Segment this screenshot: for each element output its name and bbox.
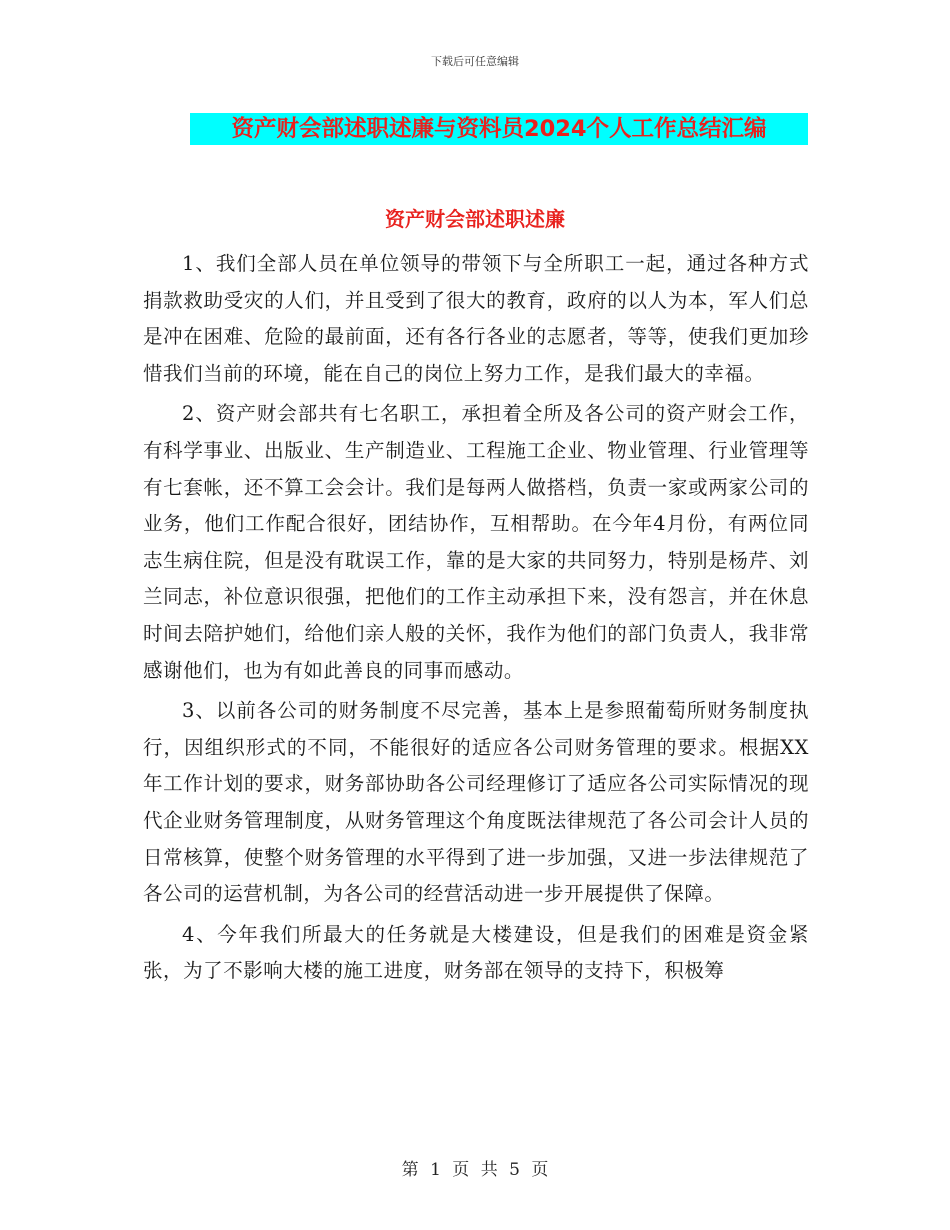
paragraph-4: 4、今年我们所最大的任务就是大楼建设，但是我们的困难是资金紧张，为了不影响大楼的施工进度，财务部在领导的支持下，积极筹	[143, 922, 809, 983]
paragraph-3: 3、以前各公司的财务制度不尽完善，基本上是参照葡萄所财务制度执行，因组织形式的不同，不能很好的适应各公司财务管理的要求。根据XX年工作计划的要求，财务部协助各公司经理修订了适应各公司实际情况的现代企业财务管理制度，从财务管理这个角度既法律规范了各公司会计人员的日常核算，使整个财务管理的水平得到了进一步加强，又进一步法律规范了各公司的运营机制，为各公司的经营活动进一步开展提供了保障。	[143, 699, 809, 906]
document-body	[143, 222, 809, 990]
section-title: 资产财会部述职述廉	[385, 207, 565, 231]
page-number: 第 1 页 共 5 页	[401, 1160, 549, 1180]
header-note: 下载后可任意编辑	[431, 55, 519, 68]
document-title: 资产财会部述职述廉与资料员2024个人工作总结汇编	[190, 113, 808, 145]
paragraph-2: 2、资产财会部共有七名职工，承担着全所及各公司的资产财会工作，有科学事业、出版业、生产制造业、工程施工企业、物业管理、行业管理等有七套帐，还不算工会会计。我们是每两人做搭档，负责一家或两家公司的业务，他们工作配合很好，团结协作，互相帮助。在今年4月份，有两位同志生病住院，但是没有耽误工作，靠的是大家的共同努力，特别是杨芹、刘兰同志，补位意识很强，把他们的工作主动承担下来，没有怨言，并在休息时间去陪护她们，给他们亲人般的关怀，我作为他们的部门负责人，我非常感谢他们，也为有如此善良的同事而感动。	[143, 402, 809, 682]
paragraph-1: 1、我们全部人员在单位领导的带领下与全所职工一起，通过各种方式捐款救助受灾的人们，并且受到了很大的教育，政府的以人为本，军人们总是冲在困难、危险的最前面，还有各行各业的志愿者，等等，使我们更加珍惜我们当前的环境，能在自己的岗位上努力工作，是我们最大的幸福。	[143, 252, 809, 385]
